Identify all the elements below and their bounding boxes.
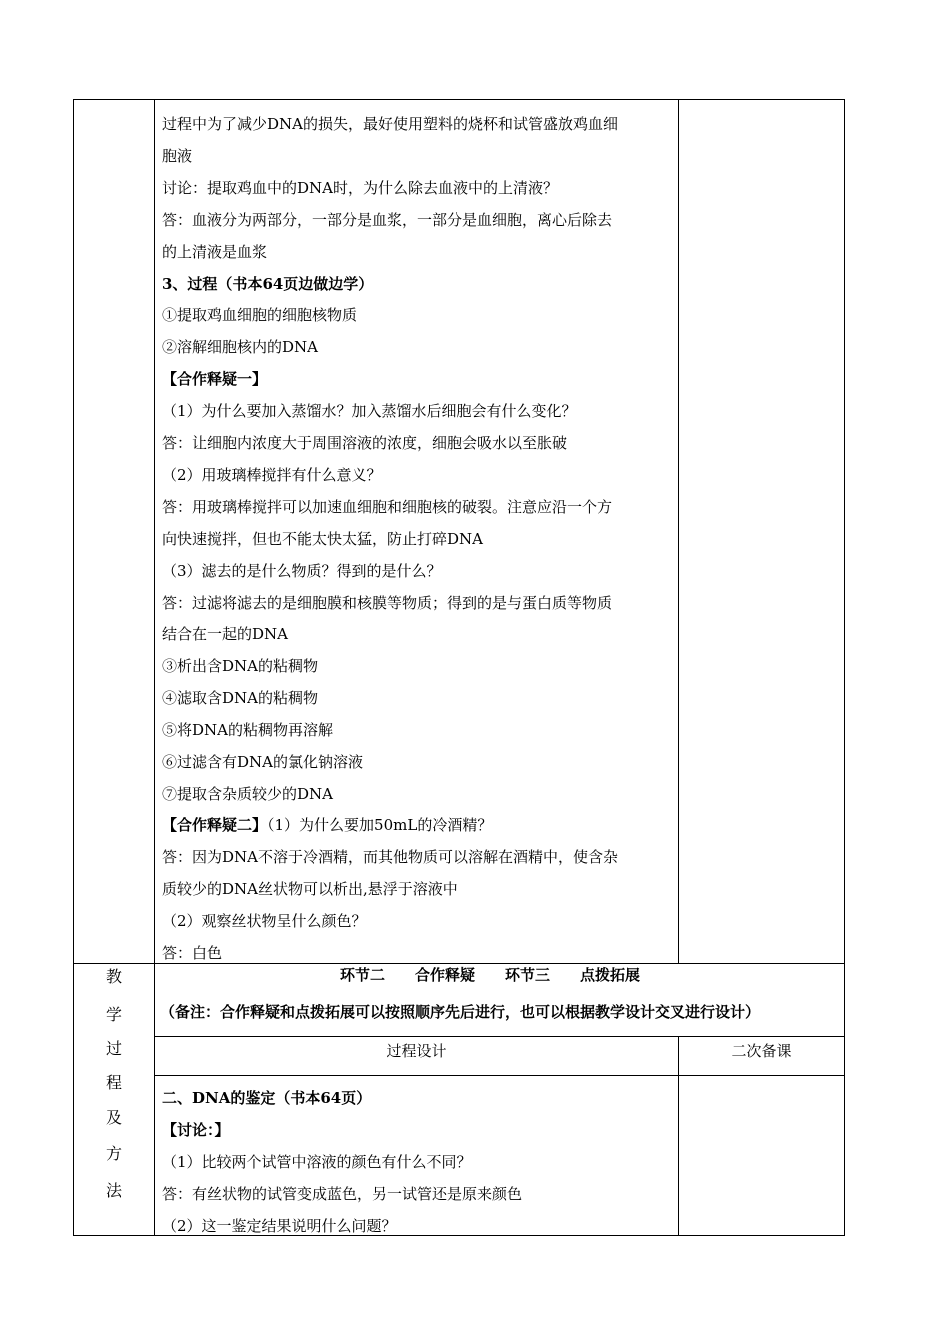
column-header-second: 二次备课 xyxy=(731,1042,792,1060)
text-line: 质较少的DNA丝状物可以析出,悬浮于溶液中 xyxy=(162,880,458,898)
table-left-border xyxy=(73,99,74,1236)
text-line: 答：白色 xyxy=(162,944,223,962)
text-line: 答：有丝状物的试管变成蓝色，另一试管还是原来颜色 xyxy=(162,1184,523,1203)
text-line: （3）滤去的是什么物质？得到的是什么？ xyxy=(162,561,442,580)
text-line: 胞液 xyxy=(162,146,193,165)
section-note: （备注：合作释疑和点拨拓展可以按照顺序先后进行，也可以根据教学设计交叉进行设计） xyxy=(160,1003,761,1021)
table-right-border xyxy=(844,99,845,1236)
side-label-char: 及 xyxy=(105,1108,122,1127)
text-line: 答：用玻璃棒搅拌可以加速血细胞和细胞核的破裂。注意应沿一个方 xyxy=(162,497,613,516)
coop2-line xyxy=(162,815,492,835)
side-label-char: 学 xyxy=(105,1005,122,1024)
text-line: 的上清液是血浆 xyxy=(162,242,268,261)
text-line: 答：过滤将滤去的是细胞膜和核膜等物质；得到的是与蛋白质等物质 xyxy=(162,593,613,612)
text-line: 过程中为了减少DNA的损失，最好使用塑料的烧杯和试管盛放鸡血细 xyxy=(162,115,618,133)
side-column-border xyxy=(154,99,155,1236)
text-line: ②溶解细胞核内的DNA xyxy=(162,338,318,357)
text-line: 答：让细胞内浓度大于周围溶液的浓度，细胞会吸水以至胀破 xyxy=(162,434,568,452)
side-label-char: 程 xyxy=(105,1073,122,1092)
text-line: 答：血液分为两部分，一部分是血浆，一部分是血细胞，离心后除去 xyxy=(162,210,613,229)
text-line: 向快速搅拌，但也不能太快太猛，防止打碎DNA xyxy=(162,529,483,548)
side-label-char: 过 xyxy=(105,1039,122,1058)
text-line: 3、过程（书本64页边做边学） xyxy=(162,274,374,293)
text-line: ⑦提取含杂质较少的DNA xyxy=(162,784,333,803)
coop2-label: 【合作释疑二】 xyxy=(162,816,268,834)
lower-right-column-border xyxy=(678,1036,679,1236)
text-line: 讨论：提取鸡血中的DNA时，为什么除去血液中的上清液？ xyxy=(162,178,558,197)
text-line: （2）观察丝状物呈什么颜色？ xyxy=(162,912,367,930)
side-label-char: 方 xyxy=(105,1144,122,1163)
side-label-char: 法 xyxy=(105,1181,122,1200)
text-line: ⑥过滤含有DNA的氯化钠溶液 xyxy=(162,753,363,771)
upper-right-column-border xyxy=(678,99,679,964)
header-bottom-border xyxy=(154,1075,845,1076)
header-top-border xyxy=(154,1036,845,1037)
text-line: ⑤将DNA的粘稠物再溶解 xyxy=(162,721,333,740)
section-title: 环节二 合作释疑 环节三 点拨拓展 xyxy=(340,966,641,984)
text-line: 【讨论：】 xyxy=(162,1120,230,1139)
coop2-question: （1）为什么要加50mL的冷酒精？ xyxy=(267,816,493,834)
text-line: ④滤取含DNA的粘稠物 xyxy=(162,689,318,708)
text-line: 结合在一起的DNA xyxy=(162,625,288,644)
text-line: ①提取鸡血细胞的细胞核物质 xyxy=(162,306,358,325)
text-line: （1）比较两个试管中溶液的颜色有什么不同？ xyxy=(162,1152,472,1171)
text-line: （2）用玻璃棒搅拌有什么意义？ xyxy=(162,465,382,484)
text-line: （2）这一鉴定结果说明什么问题？ xyxy=(162,1216,397,1235)
table-top-border xyxy=(73,99,845,100)
text-line: 答：因为DNA不溶于冷酒精，而其他物质可以溶解在酒精中，使含杂 xyxy=(162,848,618,866)
row-divider xyxy=(73,963,845,964)
text-line: 【合作释疑一】 xyxy=(162,370,268,389)
text-line: （1）为什么要加入蒸馏水？加入蒸馏水后细胞会有什么变化？ xyxy=(162,402,577,421)
text-line: 二、DNA的鉴定（书本64页） xyxy=(162,1089,372,1107)
text-line: ③析出含DNA的粘稠物 xyxy=(162,657,318,676)
column-header-process: 过程设计 xyxy=(386,1042,447,1060)
side-label-char: 教 xyxy=(105,967,122,986)
